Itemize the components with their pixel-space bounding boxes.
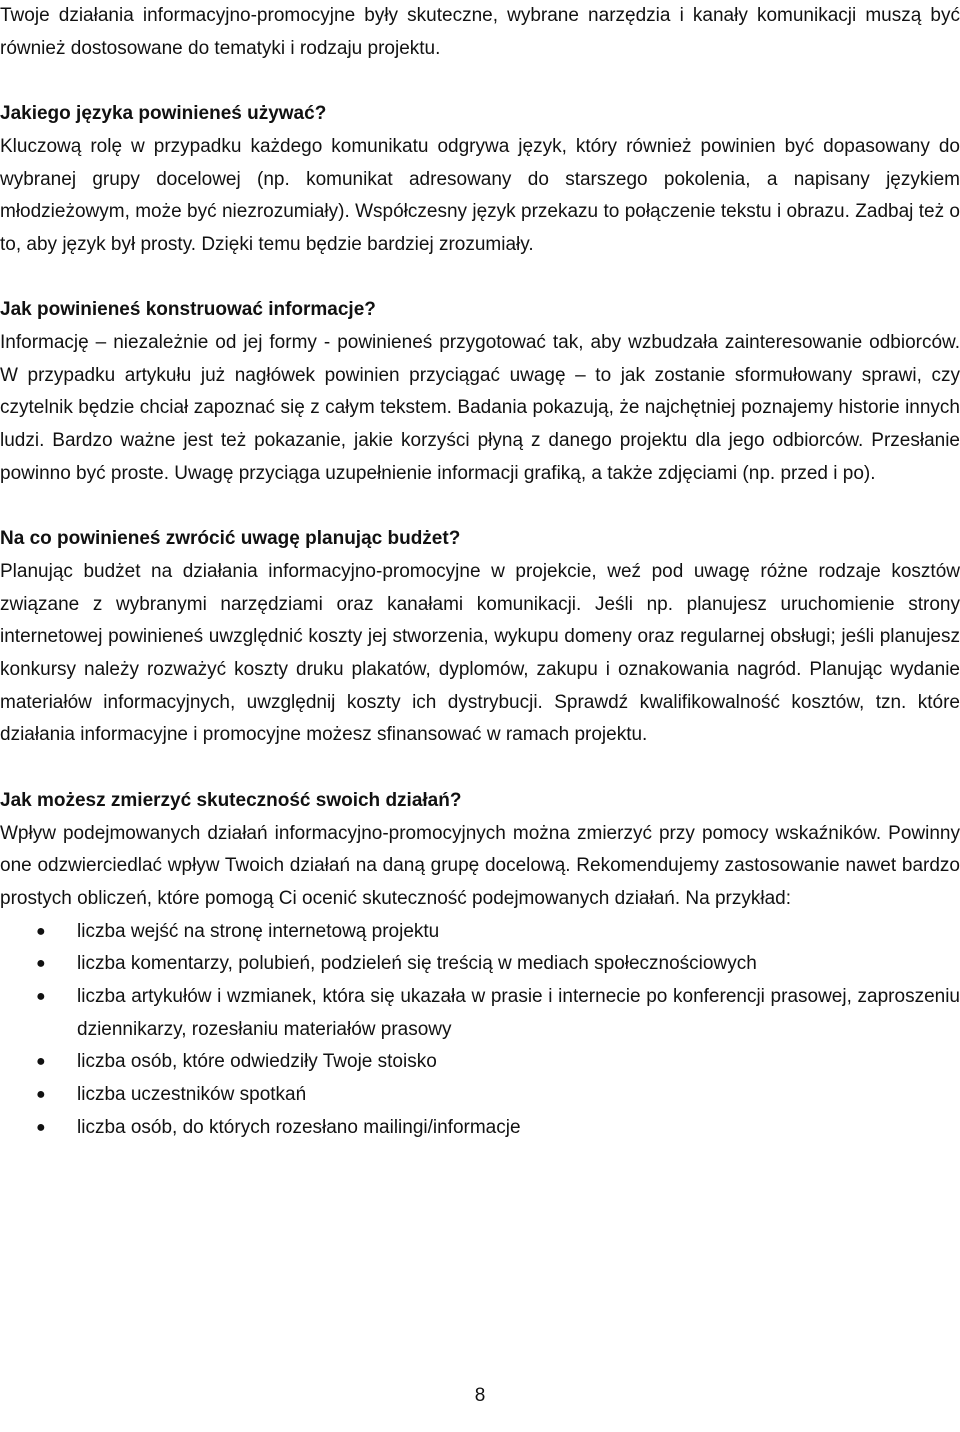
- spacer: [0, 65, 960, 98]
- list-item-text: liczba uczestników spotkań: [77, 1084, 307, 1106]
- list-item: [0, 1112, 960, 1145]
- construct-heading: Jak powinieneś konstruować informacje?: [0, 299, 376, 321]
- bullet-icon: ●: [36, 1118, 46, 1136]
- spacer: [0, 262, 960, 295]
- spacer: [0, 491, 960, 524]
- bullet-icon: ●: [36, 1086, 46, 1104]
- budget-paragraph: Planując budżet na działania informacyjno-promocyjne w projekcie, weź pod uwagę różne rodzaje kosztów związane z wybranymi narzędziami oraz kanałami komunikacji. Jeśli np. planujesz uruchomienie strony internetowej powinieneś uwzględnić koszty jej stworzenia, wykupu domeny oraz regularnej obsługi; jeśli planujesz konkursy należy rozważyć koszty druku plakatów, dyplomów, zakupu i oznakowania nagród. Planując wydanie materiałów informacyjnych, uwzględnij koszty ich dystrybucji. Sprawdź kwalifikowalność kosztów, tzn. które działania informacyjne i promocyjne możesz sfinansować w ramach projektu.: [0, 560, 960, 746]
- list-item: [0, 981, 960, 1046]
- list-item: [0, 1079, 960, 1112]
- list-item-text: liczba komentarzy, polubień, podzieleń się treścią w mediach społecznościowych: [77, 953, 757, 975]
- language-paragraph: Kluczową rolę w przypadku każdego komunikatu odgrywa język, który również powinien być dopasowany do wybranej grupy docelowej (np. komunikat adresowany do starszego pokolenia, a napisany językiem młodzieżowym, może być niezrozumiały). Współczesny język przekazu to połączenie tekstu i obrazu. Zadbaj też o to, aby język był prosty. Dzięki temu będzie bardziej zrozumiały.: [0, 135, 960, 255]
- list-item: [0, 948, 960, 981]
- budget-heading: Na co powinieneś zwrócić uwagę planując budżet?: [0, 528, 461, 550]
- bullet-icon: ●: [36, 922, 46, 940]
- bullet-icon: ●: [36, 955, 46, 973]
- list-item: [0, 1046, 960, 1079]
- spacer: [0, 752, 960, 785]
- measure-paragraph: Wpływ podejmowanych działań informacyjno-promocyjnych można zmierzyć przy pomocy wskaźników. Powinny one odzwierciedlać wpływ Twoich działań na daną grupę docelową. Rekomendujemy zastosowanie nawet bardzo prostych obliczeń, które pomogą Ci ocenić skuteczność podejmowanych działań. Na przykład:: [0, 822, 960, 909]
- list-item-text: liczba osób, do których rozesłano mailingi/informacje: [77, 1116, 521, 1138]
- list-item-text: liczba artykułów i wzmianek, która się ukazała w prasie i internecie po konferencji prasowej, zaproszeniu dziennikarzy, rozesłaniu materiałów prasowy: [77, 986, 960, 1040]
- language-heading: Jakiego języka powinieneś używać?: [0, 103, 327, 125]
- bullet-icon: ●: [36, 1053, 46, 1071]
- list-item-text: liczba wejść na stronę internetową projektu: [77, 920, 440, 942]
- list-item: [0, 916, 960, 949]
- page-number: 8: [474, 1385, 486, 1406]
- indicator-list: [0, 916, 960, 1145]
- list-item-text: liczba osób, które odwiedziły Twoje stoisko: [77, 1051, 437, 1073]
- construct-paragraph: Informację – niezależnie od jej formy - powinieneś przygotować tak, aby wzbudzała zainteresowanie odbiorców. W przypadku artykułu już nagłówek powinien przyciągać uwagę – to jak zostanie sformułowany sprawi, czy czytelnik będzie chciał zapoznać się z całym tekstem. Badania pokazują, że najchętniej poznajemy historie innych ludzi. Bardzo ważne jest też pokazanie, jakie korzyści płyną z danego projektu dla jego odbiorców. Przesłanie powinno być proste. Uwagę przyciąga uzupełnienie informacji grafiką, a także zdjęciami (np. przed i po).: [0, 332, 960, 484]
- intro-paragraph: Twoje działania informacyjno-promocyjne były skuteczne, wybrane narzędzia i kanały komunikacji muszą być również dostosowane do tematyki i rodzaju projektu.: [0, 5, 960, 59]
- bullet-icon: ●: [36, 988, 46, 1006]
- measure-heading: Jak możesz zmierzyć skuteczność swoich działań?: [0, 789, 462, 811]
